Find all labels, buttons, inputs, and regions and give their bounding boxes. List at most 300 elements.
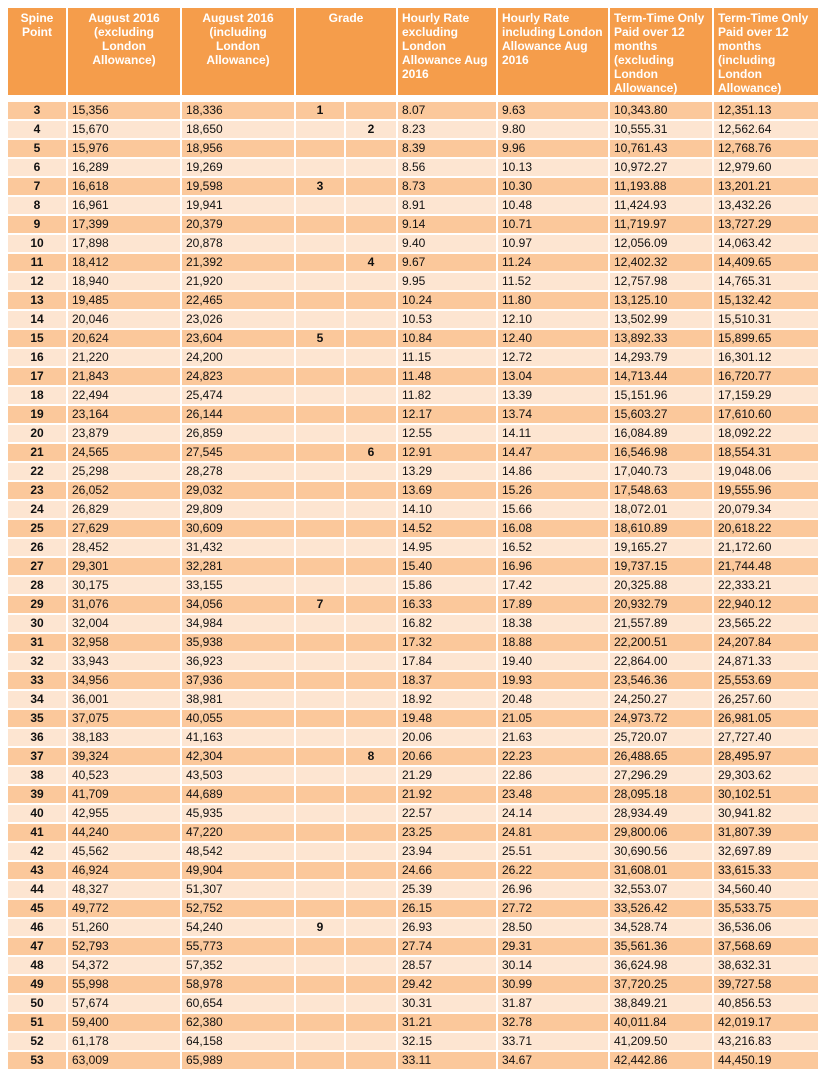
table-row	[8, 102, 818, 119]
cell-hourly-incl: 24.14	[498, 805, 608, 822]
header-spine-point: Spine Point	[8, 8, 66, 95]
cell-grade-b	[346, 368, 396, 385]
cell-term-excl: 15,151.96	[610, 387, 712, 404]
cell-august-incl: 37,936	[182, 672, 294, 689]
cell-grade-b	[346, 235, 396, 252]
header-august-excl: August 2016 (excluding London Allowance)	[68, 8, 180, 95]
cell-term-excl: 32,553.07	[610, 881, 712, 898]
cell-grade-a	[296, 254, 344, 271]
table-row	[8, 159, 818, 176]
cell-grade-b	[346, 919, 396, 936]
table-row	[8, 1014, 818, 1031]
cell-hourly-incl: 17.42	[498, 577, 608, 594]
cell-hourly-incl: 21.05	[498, 710, 608, 727]
cell-term-incl: 43,216.83	[714, 1033, 818, 1050]
cell-hourly-excl: 8.07	[398, 102, 496, 119]
cell-august-excl: 41,709	[68, 786, 180, 803]
cell-term-incl: 28,495.97	[714, 748, 818, 765]
cell-hourly-excl: 21.29	[398, 767, 496, 784]
cell-grade-b	[346, 805, 396, 822]
cell-spine-point: 18	[8, 387, 66, 404]
header-hourly-incl: Hourly Rate including London Allowance Aug 2016	[498, 8, 608, 95]
cell-hourly-excl: 26.93	[398, 919, 496, 936]
cell-grade-a	[296, 425, 344, 442]
cell-grade-b	[346, 710, 396, 727]
cell-august-excl: 17,399	[68, 216, 180, 233]
cell-august-incl: 48,542	[182, 843, 294, 860]
cell-august-excl: 26,829	[68, 501, 180, 518]
cell-august-incl: 20,878	[182, 235, 294, 252]
header-august-incl: August 2016 (including London Allowance)	[182, 8, 294, 95]
cell-term-excl: 14,293.79	[610, 349, 712, 366]
cell-grade-b	[346, 482, 396, 499]
cell-term-incl: 32,697.89	[714, 843, 818, 860]
cell-grade-b	[346, 957, 396, 974]
cell-spine-point: 38	[8, 767, 66, 784]
cell-grade-b	[346, 102, 396, 119]
cell-grade-a	[296, 672, 344, 689]
cell-spine-point: 5	[8, 140, 66, 157]
cell-august-incl: 19,598	[182, 178, 294, 195]
cell-august-excl: 27,629	[68, 520, 180, 537]
cell-hourly-excl: 12.55	[398, 425, 496, 442]
cell-term-incl: 24,871.33	[714, 653, 818, 670]
table-row	[8, 406, 818, 423]
cell-august-excl: 17,898	[68, 235, 180, 252]
cell-hourly-incl: 15.26	[498, 482, 608, 499]
table-row	[8, 463, 818, 480]
cell-august-excl: 44,240	[68, 824, 180, 841]
cell-grade-b	[346, 995, 396, 1012]
cell-hourly-excl: 20.06	[398, 729, 496, 746]
cell-hourly-excl: 14.95	[398, 539, 496, 556]
cell-hourly-incl: 10.48	[498, 197, 608, 214]
cell-term-incl: 22,940.12	[714, 596, 818, 613]
cell-hourly-incl: 28.50	[498, 919, 608, 936]
table-row	[8, 615, 818, 632]
cell-hourly-excl: 33.11	[398, 1052, 496, 1069]
cell-august-incl: 44,689	[182, 786, 294, 803]
cell-hourly-excl: 12.17	[398, 406, 496, 423]
cell-spine-point: 52	[8, 1033, 66, 1050]
cell-grade-b	[346, 273, 396, 290]
cell-grade-b	[346, 1014, 396, 1031]
cell-august-incl: 26,144	[182, 406, 294, 423]
cell-spine-point: 26	[8, 539, 66, 556]
cell-term-excl: 28,095.18	[610, 786, 712, 803]
cell-hourly-excl: 9.40	[398, 235, 496, 252]
cell-spine-point: 13	[8, 292, 66, 309]
cell-grade-b	[346, 558, 396, 575]
cell-grade-a	[296, 615, 344, 632]
cell-grade-b	[346, 786, 396, 803]
cell-grade-b	[346, 672, 396, 689]
table-header	[8, 8, 818, 100]
cell-august-incl: 47,220	[182, 824, 294, 841]
cell-term-incl: 20,079.34	[714, 501, 818, 518]
cell-term-excl: 11,193.88	[610, 178, 712, 195]
cell-august-incl: 34,984	[182, 615, 294, 632]
cell-hourly-excl: 14.52	[398, 520, 496, 537]
cell-term-incl: 22,333.21	[714, 577, 818, 594]
cell-term-excl: 29,800.06	[610, 824, 712, 841]
cell-grade-a	[296, 995, 344, 1012]
table-row	[8, 1033, 818, 1050]
cell-august-incl: 51,307	[182, 881, 294, 898]
cell-term-excl: 16,546.98	[610, 444, 712, 461]
cell-august-incl: 27,545	[182, 444, 294, 461]
cell-grade-b	[346, 653, 396, 670]
cell-grade-b	[346, 634, 396, 651]
table-row	[8, 805, 818, 822]
cell-term-excl: 18,072.01	[610, 501, 712, 518]
cell-august-incl: 18,650	[182, 121, 294, 138]
cell-grade-a	[296, 710, 344, 727]
cell-term-excl: 37,720.25	[610, 976, 712, 993]
cell-hourly-excl: 10.53	[398, 311, 496, 328]
cell-hourly-incl: 19.93	[498, 672, 608, 689]
cell-term-excl: 12,757.98	[610, 273, 712, 290]
cell-term-excl: 25,720.07	[610, 729, 712, 746]
cell-grade-a	[296, 311, 344, 328]
cell-term-incl: 16,301.12	[714, 349, 818, 366]
table-row	[8, 691, 818, 708]
cell-grade-a	[296, 558, 344, 575]
cell-grade-a	[296, 938, 344, 955]
cell-spine-point: 28	[8, 577, 66, 594]
cell-august-incl: 26,859	[182, 425, 294, 442]
cell-term-excl: 16,084.89	[610, 425, 712, 442]
cell-grade-b	[346, 197, 396, 214]
cell-grade-a	[296, 387, 344, 404]
cell-term-incl: 30,102.51	[714, 786, 818, 803]
cell-term-incl: 23,565.22	[714, 615, 818, 632]
cell-hourly-incl: 9.96	[498, 140, 608, 157]
cell-hourly-excl: 17.32	[398, 634, 496, 651]
cell-grade-a	[296, 1033, 344, 1050]
cell-spine-point: 19	[8, 406, 66, 423]
cell-hourly-excl: 20.66	[398, 748, 496, 765]
cell-august-incl: 40,055	[182, 710, 294, 727]
cell-hourly-incl: 9.80	[498, 121, 608, 138]
cell-grade-b: 4	[346, 254, 396, 271]
cell-august-incl: 31,432	[182, 539, 294, 556]
cell-term-incl: 30,941.82	[714, 805, 818, 822]
cell-term-excl: 10,761.43	[610, 140, 712, 157]
cell-grade-b	[346, 577, 396, 594]
table-row	[8, 311, 818, 328]
header-grade: Grade	[296, 8, 396, 95]
cell-hourly-excl: 17.84	[398, 653, 496, 670]
cell-spine-point: 23	[8, 482, 66, 499]
header-gap	[8, 97, 818, 100]
cell-hourly-excl: 8.91	[398, 197, 496, 214]
cell-hourly-excl: 16.82	[398, 615, 496, 632]
cell-term-incl: 21,172.60	[714, 539, 818, 556]
cell-august-excl: 16,961	[68, 197, 180, 214]
cell-grade-a	[296, 900, 344, 917]
cell-hourly-incl: 10.97	[498, 235, 608, 252]
cell-term-incl: 24,207.84	[714, 634, 818, 651]
cell-spine-point: 42	[8, 843, 66, 860]
cell-spine-point: 29	[8, 596, 66, 613]
cell-term-incl: 21,744.48	[714, 558, 818, 575]
pay-scale-sheet	[6, 6, 818, 1071]
cell-term-incl: 20,618.22	[714, 520, 818, 537]
cell-term-excl: 21,557.89	[610, 615, 712, 632]
cell-august-excl: 15,976	[68, 140, 180, 157]
cell-grade-b	[346, 1033, 396, 1050]
cell-grade-a	[296, 767, 344, 784]
cell-term-excl: 41,209.50	[610, 1033, 712, 1050]
cell-august-incl: 25,474	[182, 387, 294, 404]
cell-term-excl: 15,603.27	[610, 406, 712, 423]
table-row	[8, 881, 818, 898]
cell-spine-point: 48	[8, 957, 66, 974]
cell-hourly-incl: 18.88	[498, 634, 608, 651]
cell-grade-a	[296, 292, 344, 309]
cell-august-excl: 26,052	[68, 482, 180, 499]
cell-august-excl: 25,298	[68, 463, 180, 480]
cell-spine-point: 41	[8, 824, 66, 841]
cell-grade-a	[296, 957, 344, 974]
cell-august-excl: 18,412	[68, 254, 180, 271]
cell-grade-b: 8	[346, 748, 396, 765]
table-row	[8, 539, 818, 556]
cell-term-incl: 12,979.60	[714, 159, 818, 176]
cell-grade-a	[296, 463, 344, 480]
cell-spine-point: 9	[8, 216, 66, 233]
cell-hourly-excl: 11.48	[398, 368, 496, 385]
cell-hourly-incl: 25.51	[498, 843, 608, 860]
cell-august-excl: 21,220	[68, 349, 180, 366]
cell-hourly-incl: 15.66	[498, 501, 608, 518]
cell-hourly-incl: 10.30	[498, 178, 608, 195]
cell-august-excl: 24,565	[68, 444, 180, 461]
cell-august-incl: 23,604	[182, 330, 294, 347]
cell-grade-a	[296, 729, 344, 746]
cell-grade-a	[296, 577, 344, 594]
cell-hourly-excl: 29.42	[398, 976, 496, 993]
cell-hourly-excl: 16.33	[398, 596, 496, 613]
cell-august-incl: 42,304	[182, 748, 294, 765]
table-row	[8, 1052, 818, 1069]
cell-spine-point: 24	[8, 501, 66, 518]
cell-term-incl: 34,560.40	[714, 881, 818, 898]
cell-spine-point: 17	[8, 368, 66, 385]
cell-hourly-excl: 8.23	[398, 121, 496, 138]
cell-spine-point: 49	[8, 976, 66, 993]
cell-spine-point: 22	[8, 463, 66, 480]
cell-hourly-incl: 13.04	[498, 368, 608, 385]
cell-hourly-incl: 16.52	[498, 539, 608, 556]
cell-term-incl: 35,533.75	[714, 900, 818, 917]
table-row	[8, 273, 818, 290]
cell-hourly-incl: 11.52	[498, 273, 608, 290]
table-row	[8, 444, 818, 461]
cell-hourly-excl: 23.25	[398, 824, 496, 841]
cell-term-incl: 18,092.22	[714, 425, 818, 442]
cell-august-excl: 46,924	[68, 862, 180, 879]
cell-term-incl: 42,019.17	[714, 1014, 818, 1031]
cell-august-incl: 58,978	[182, 976, 294, 993]
cell-grade-b	[346, 463, 396, 480]
cell-grade-a	[296, 976, 344, 993]
cell-grade-b	[346, 881, 396, 898]
cell-grade-a	[296, 786, 344, 803]
cell-spine-point: 25	[8, 520, 66, 537]
cell-grade-b	[346, 691, 396, 708]
cell-august-excl: 15,670	[68, 121, 180, 138]
cell-hourly-excl: 32.15	[398, 1033, 496, 1050]
cell-august-excl: 22,494	[68, 387, 180, 404]
cell-hourly-excl: 8.56	[398, 159, 496, 176]
cell-august-excl: 38,183	[68, 729, 180, 746]
cell-august-excl: 16,618	[68, 178, 180, 195]
cell-august-incl: 62,380	[182, 1014, 294, 1031]
cell-hourly-incl: 11.80	[498, 292, 608, 309]
cell-term-incl: 26,257.60	[714, 691, 818, 708]
cell-grade-a	[296, 634, 344, 651]
cell-grade-b	[346, 843, 396, 860]
cell-term-incl: 27,727.40	[714, 729, 818, 746]
cell-hourly-excl: 28.57	[398, 957, 496, 974]
cell-hourly-incl: 33.71	[498, 1033, 608, 1050]
cell-term-excl: 18,610.89	[610, 520, 712, 537]
cell-term-incl: 19,555.96	[714, 482, 818, 499]
cell-spine-point: 50	[8, 995, 66, 1012]
cell-hourly-excl: 18.37	[398, 672, 496, 689]
cell-grade-b	[346, 938, 396, 955]
cell-term-incl: 39,727.58	[714, 976, 818, 993]
cell-hourly-excl: 27.74	[398, 938, 496, 955]
cell-spine-point: 14	[8, 311, 66, 328]
cell-spine-point: 12	[8, 273, 66, 290]
cell-term-excl: 11,424.93	[610, 197, 712, 214]
cell-spine-point: 35	[8, 710, 66, 727]
cell-hourly-incl: 34.67	[498, 1052, 608, 1069]
cell-term-incl: 33,615.33	[714, 862, 818, 879]
cell-grade-a	[296, 235, 344, 252]
cell-spine-point: 4	[8, 121, 66, 138]
cell-august-incl: 29,032	[182, 482, 294, 499]
cell-august-excl: 20,046	[68, 311, 180, 328]
cell-spine-point: 46	[8, 919, 66, 936]
cell-spine-point: 11	[8, 254, 66, 271]
cell-august-excl: 48,327	[68, 881, 180, 898]
cell-grade-b: 2	[346, 121, 396, 138]
table-row	[8, 121, 818, 138]
cell-hourly-incl: 22.23	[498, 748, 608, 765]
cell-term-excl: 24,973.72	[610, 710, 712, 727]
cell-grade-b	[346, 501, 396, 518]
cell-hourly-excl: 8.73	[398, 178, 496, 195]
cell-august-excl: 18,940	[68, 273, 180, 290]
cell-august-incl: 57,352	[182, 957, 294, 974]
header-term-incl: Term-Time Only Paid over 12 months (including London Allowance)	[714, 8, 818, 95]
cell-term-excl: 24,250.27	[610, 691, 712, 708]
table-row	[8, 653, 818, 670]
cell-grade-b	[346, 976, 396, 993]
cell-term-incl: 29,303.62	[714, 767, 818, 784]
cell-grade-b	[346, 311, 396, 328]
cell-hourly-excl: 9.95	[398, 273, 496, 290]
cell-term-excl: 40,011.84	[610, 1014, 712, 1031]
cell-grade-a	[296, 197, 344, 214]
cell-spine-point: 40	[8, 805, 66, 822]
cell-term-excl: 23,546.36	[610, 672, 712, 689]
cell-hourly-excl: 10.84	[398, 330, 496, 347]
cell-term-excl: 17,040.73	[610, 463, 712, 480]
header-hourly-excl: Hourly Rate excluding London Allowance Aug 2016	[398, 8, 496, 95]
cell-hourly-incl: 13.39	[498, 387, 608, 404]
cell-august-excl: 39,324	[68, 748, 180, 765]
cell-grade-a	[296, 881, 344, 898]
cell-term-incl: 38,632.31	[714, 957, 818, 974]
cell-spine-point: 30	[8, 615, 66, 632]
cell-term-excl: 20,932.79	[610, 596, 712, 613]
cell-hourly-incl: 20.48	[498, 691, 608, 708]
cell-grade-a	[296, 539, 344, 556]
cell-august-excl: 31,076	[68, 596, 180, 613]
cell-august-excl: 54,372	[68, 957, 180, 974]
cell-grade-a: 7	[296, 596, 344, 613]
table-row	[8, 843, 818, 860]
cell-august-incl: 19,941	[182, 197, 294, 214]
cell-hourly-incl: 27.72	[498, 900, 608, 917]
cell-hourly-incl: 18.38	[498, 615, 608, 632]
cell-august-excl: 45,562	[68, 843, 180, 860]
cell-spine-point: 10	[8, 235, 66, 252]
table-row	[8, 824, 818, 841]
table-row	[8, 330, 818, 347]
cell-spine-point: 7	[8, 178, 66, 195]
cell-grade-b	[346, 425, 396, 442]
table-body	[8, 102, 818, 1069]
cell-august-incl: 45,935	[182, 805, 294, 822]
cell-term-incl: 13,432.26	[714, 197, 818, 214]
cell-term-excl: 11,719.97	[610, 216, 712, 233]
cell-grade-b	[346, 767, 396, 784]
table-row	[8, 995, 818, 1012]
cell-august-excl: 28,452	[68, 539, 180, 556]
table-row	[8, 957, 818, 974]
cell-term-excl: 27,296.29	[610, 767, 712, 784]
cell-hourly-incl: 19.40	[498, 653, 608, 670]
table-row	[8, 254, 818, 271]
cell-term-incl: 26,981.05	[714, 710, 818, 727]
cell-spine-point: 33	[8, 672, 66, 689]
cell-term-excl: 36,624.98	[610, 957, 712, 974]
cell-hourly-incl: 17.89	[498, 596, 608, 613]
cell-hourly-incl: 31.87	[498, 995, 608, 1012]
cell-term-excl: 28,934.49	[610, 805, 712, 822]
cell-hourly-excl: 15.40	[398, 558, 496, 575]
cell-august-excl: 36,001	[68, 691, 180, 708]
cell-term-incl: 14,765.31	[714, 273, 818, 290]
cell-term-excl: 30,690.56	[610, 843, 712, 860]
cell-hourly-incl: 16.96	[498, 558, 608, 575]
cell-august-incl: 54,240	[182, 919, 294, 936]
cell-grade-b	[346, 729, 396, 746]
cell-hourly-excl: 14.10	[398, 501, 496, 518]
cell-term-excl: 19,165.27	[610, 539, 712, 556]
cell-august-excl: 61,178	[68, 1033, 180, 1050]
cell-august-incl: 19,269	[182, 159, 294, 176]
table-row	[8, 900, 818, 917]
cell-grade-a	[296, 121, 344, 138]
cell-grade-a	[296, 862, 344, 879]
